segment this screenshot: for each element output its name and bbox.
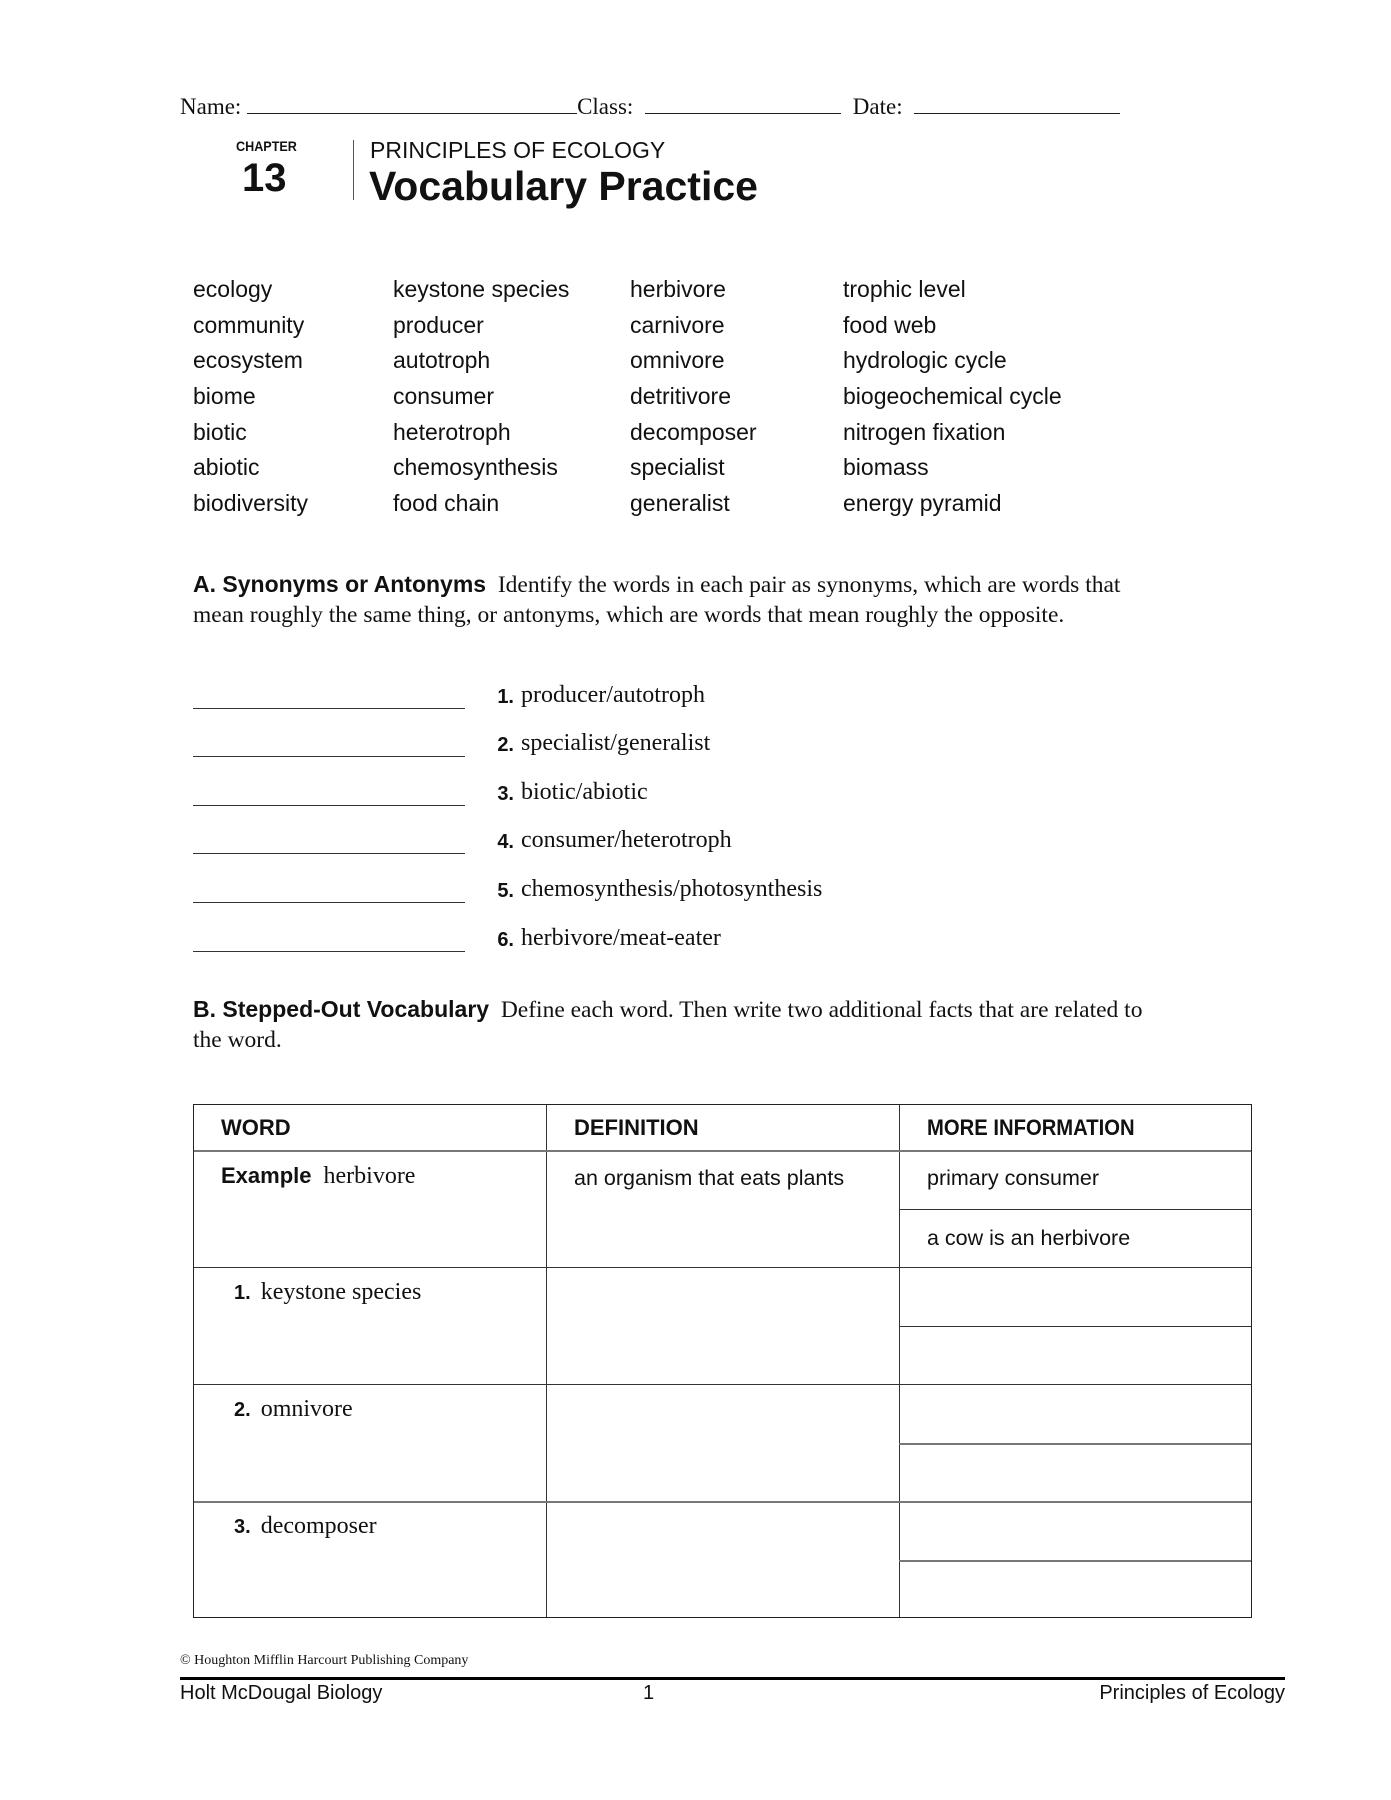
vocab-word: consumer bbox=[393, 383, 494, 410]
page-number: 1 bbox=[643, 1682, 655, 1704]
example-word: herbivore bbox=[323, 1163, 416, 1189]
row-term: omnivore bbox=[260, 1396, 353, 1422]
row-term: decomposer bbox=[260, 1513, 377, 1539]
vocab-word: biomass bbox=[843, 454, 929, 481]
chapter-kicker: PRINCIPLES OF ECOLOGY bbox=[370, 137, 666, 163]
answer-blank[interactable] bbox=[193, 853, 465, 854]
section-b-heading: B. Stepped-Out Vocabulary bbox=[193, 996, 490, 1022]
vocab-word: herbivore bbox=[630, 276, 726, 302]
chapter-number: 13 bbox=[242, 156, 287, 200]
row-number: 3. bbox=[234, 1516, 251, 1538]
table-row-word bbox=[234, 1513, 377, 1540]
student-info-line bbox=[180, 93, 1120, 120]
answer-blank[interactable] bbox=[193, 708, 465, 709]
copyright-notice: © Houghton Mifflin Harcourt Publishing Company bbox=[180, 1653, 469, 1668]
vocab-word: abiotic bbox=[193, 454, 260, 481]
vocab-word: specialist bbox=[630, 454, 725, 481]
definition-field[interactable] bbox=[548, 1269, 898, 1383]
vocab-word: energy pyramid bbox=[843, 490, 1002, 517]
vocab-column bbox=[393, 274, 569, 524]
example-definition: an organism that eats plants bbox=[574, 1166, 845, 1190]
info-field[interactable] bbox=[901, 1269, 1251, 1325]
vocab-word: biodiversity bbox=[193, 490, 309, 517]
row-divider bbox=[194, 1267, 1251, 1268]
footer-rule bbox=[180, 1677, 1285, 1680]
class-label: Class: bbox=[577, 94, 634, 119]
vocab-column bbox=[843, 274, 1062, 524]
vocab-word: carnivore bbox=[630, 311, 725, 338]
vocab-word: community bbox=[193, 311, 305, 338]
stepped-out-table bbox=[193, 1104, 1252, 1618]
item-number: 1. bbox=[497, 686, 514, 708]
vocab-word: hydrologic cycle bbox=[843, 347, 1007, 374]
item-number: 3. bbox=[497, 783, 514, 805]
item-word-pair: chemosynthesis/photosynthesis bbox=[521, 876, 823, 902]
vocab-word: ecology bbox=[193, 276, 273, 302]
definition-field[interactable] bbox=[548, 1386, 898, 1500]
vocab-word: generalist bbox=[630, 490, 730, 517]
class-field[interactable] bbox=[645, 93, 841, 114]
vocab-word: nitrogen fixation bbox=[843, 418, 1006, 445]
answer-blank[interactable] bbox=[193, 805, 465, 806]
vocab-word: ecosystem bbox=[193, 347, 303, 374]
vocab-word: heterotroph bbox=[393, 418, 511, 445]
row-term: keystone species bbox=[260, 1279, 422, 1305]
section-b-intro bbox=[193, 994, 1143, 1055]
column-divider bbox=[546, 1105, 547, 1617]
answer-blank[interactable] bbox=[193, 951, 465, 952]
row-number: 1. bbox=[234, 1282, 251, 1304]
vocab-word: autotroph bbox=[393, 347, 491, 374]
item-word-pair: biotic/abiotic bbox=[521, 779, 648, 805]
name-field[interactable] bbox=[247, 93, 577, 114]
example-info-1: primary consumer bbox=[927, 1166, 1100, 1190]
vocab-word: keystone species bbox=[393, 276, 570, 302]
chapter-divider bbox=[353, 140, 354, 200]
chapter-label: CHAPTER bbox=[236, 138, 297, 154]
column-divider bbox=[899, 1105, 900, 1617]
vocab-word: producer bbox=[393, 311, 484, 338]
footer-book-title: Holt McDougal Biology bbox=[180, 1682, 383, 1704]
item-word-pair: producer/autotroph bbox=[521, 682, 705, 708]
example-cell bbox=[221, 1163, 415, 1190]
item-word-pair: specialist/generalist bbox=[521, 730, 711, 756]
item-word-pair: consumer/heterotroph bbox=[521, 827, 732, 853]
info-field[interactable] bbox=[901, 1503, 1251, 1559]
example-label: Example bbox=[221, 1163, 312, 1188]
vocab-word: biotic bbox=[193, 418, 247, 445]
section-a-intro bbox=[193, 569, 1143, 630]
item-number: 6. bbox=[497, 929, 514, 951]
page-title: Vocabulary Practice bbox=[369, 163, 758, 209]
info-field[interactable] bbox=[901, 1328, 1251, 1383]
info-field[interactable] bbox=[901, 1445, 1251, 1500]
header-divider bbox=[194, 1150, 1251, 1152]
header-definition: DEFINITION bbox=[574, 1115, 699, 1140]
example-info-2: a cow is an herbivore bbox=[927, 1226, 1131, 1250]
info-divider bbox=[899, 1326, 1251, 1327]
vocab-word: biome bbox=[193, 383, 256, 410]
item-number: 4. bbox=[497, 831, 514, 853]
header-word: WORD bbox=[221, 1115, 291, 1140]
vocab-word: biogeochemical cycle bbox=[843, 383, 1062, 410]
item-number: 2. bbox=[497, 734, 514, 756]
item-number: 5. bbox=[497, 880, 514, 902]
date-field[interactable] bbox=[914, 93, 1120, 114]
vocab-word: trophic level bbox=[843, 276, 966, 302]
definition-field[interactable] bbox=[548, 1503, 898, 1616]
row-divider bbox=[194, 1384, 1251, 1385]
info-divider bbox=[899, 1209, 1251, 1210]
name-label: Name: bbox=[180, 94, 242, 119]
vocab-word: food chain bbox=[393, 490, 500, 517]
vocab-word: omnivore bbox=[630, 347, 725, 374]
table-row-word bbox=[234, 1279, 421, 1306]
vocab-column bbox=[630, 274, 757, 524]
section-a-heading: A. Synonyms or Antonyms bbox=[193, 571, 487, 597]
item-word-pair: herbivore/meat-eater bbox=[521, 925, 721, 951]
info-field[interactable] bbox=[901, 1386, 1251, 1442]
vocab-column bbox=[193, 274, 308, 524]
info-field[interactable] bbox=[901, 1562, 1251, 1616]
table-row-word bbox=[234, 1396, 353, 1423]
section-b-instructions: Define each word. Then write two additional facts that are related to the word. bbox=[193, 997, 1143, 1053]
section-a-instructions: Identify the words in each pair as synonyms, which are words that mean roughly the same thing, or antonyms, which are words that mean roughly the opposite. bbox=[193, 572, 1121, 628]
answer-blank[interactable] bbox=[193, 756, 465, 757]
vocab-word: chemosynthesis bbox=[393, 454, 558, 481]
answer-blank[interactable] bbox=[193, 902, 465, 903]
vocab-word: food web bbox=[843, 311, 937, 338]
footer-chapter-title: Principles of Ecology bbox=[1099, 1682, 1285, 1704]
date-label: Date: bbox=[852, 94, 903, 119]
header-more-information: MORE INFORMATION bbox=[927, 1115, 1135, 1140]
row-number: 2. bbox=[234, 1399, 251, 1421]
vocab-word: detritivore bbox=[630, 383, 731, 410]
vocab-word: decomposer bbox=[630, 418, 757, 445]
